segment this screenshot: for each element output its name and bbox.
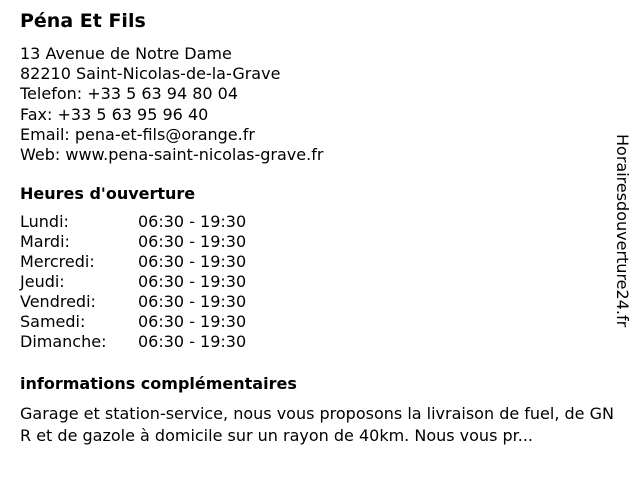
hours-day: Mardi: (20, 232, 70, 251)
hours-time: 06:30 - 19:30 (138, 252, 247, 271)
info-heading: informations complémentaires (20, 374, 297, 393)
hours-row-sunday (20, 332, 320, 352)
hours-row-saturday (20, 312, 320, 332)
hours-time: 06:30 - 19:30 (138, 312, 247, 331)
hours-row-monday (20, 212, 320, 232)
hours-day: Mercredi: (20, 252, 95, 271)
hours-table (20, 212, 320, 352)
watermark-label: Horairesdouverture24.fr (613, 134, 632, 328)
hours-day: Lundi: (20, 212, 69, 231)
hours-day: Dimanche: (20, 332, 107, 351)
contact-block (20, 44, 323, 165)
email-line: Email: pena-et-fils@orange.fr (20, 124, 255, 144)
hours-day: Vendredi: (20, 292, 96, 311)
hours-day: Jeudi: (20, 272, 65, 291)
web-line: Web: www.pena-saint-nicolas-grave.fr (20, 144, 324, 164)
hours-time: 06:30 - 19:30 (138, 292, 247, 311)
hours-row-wednesday (20, 252, 320, 272)
hours-time: 06:30 - 19:30 (138, 232, 247, 251)
phone-line: Telefon: +33 5 63 94 80 04 (20, 84, 239, 104)
hours-time: 06:30 - 19:30 (138, 212, 247, 231)
hours-row-tuesday (20, 232, 320, 252)
hours-time: 06:30 - 19:30 (138, 272, 247, 291)
hours-row-friday (20, 292, 320, 312)
business-name: Péna Et Fils (20, 10, 146, 32)
hours-heading: Heures d'ouverture (20, 184, 196, 203)
address-line-2: 82210 Saint-Nicolas-de-la-Grave (20, 64, 281, 84)
hours-time: 06:30 - 19:30 (138, 332, 247, 351)
hours-day: Samedi: (20, 312, 86, 331)
hours-row-thursday (20, 272, 320, 292)
fax-line: Fax: +33 5 63 95 96 40 (20, 104, 209, 124)
info-text: Garage et station-service, nous vous proposons la livraison de fuel, de GNR et de gazole à domicile sur un rayon de 40km. Nous vous pr... (20, 404, 614, 445)
address-line-1: 13 Avenue de Notre Dame (20, 44, 232, 63)
